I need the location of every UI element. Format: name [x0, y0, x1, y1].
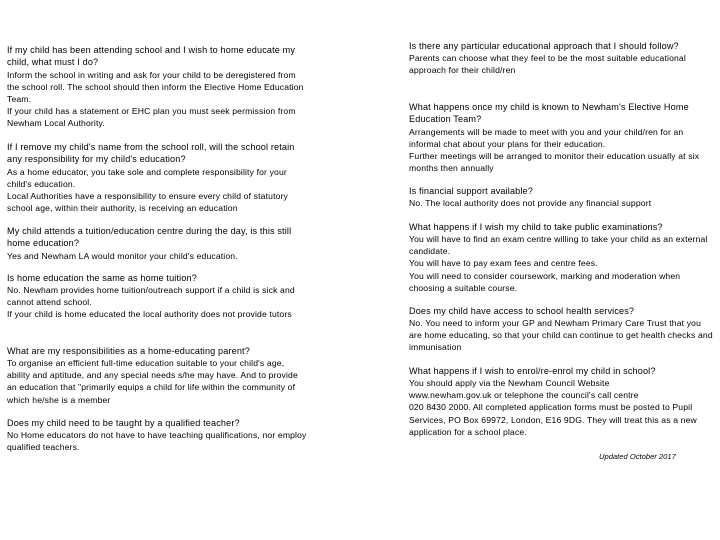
- faq-question: My child attends a tuition/education centre during the day, is this still home education?: [7, 226, 292, 249]
- faq-question: If I remove my child's name from the school roll, will the school retain any responsibility for my child's education?: [7, 142, 295, 165]
- faq-answer: If your child is home educated the local authority does not provide tutors: [7, 309, 292, 320]
- faq-item: [7, 272, 307, 321]
- faq-question: If my child has been attending school and I wish to home educate my child, what must I do?: [7, 45, 296, 68]
- faq-question: Is financial support available?: [409, 186, 533, 196]
- faq-item: [7, 345, 307, 406]
- faq-answer: To organise an efficient full-time education suitable to your child's age, ability and aptitude, and any special needs s/he may have. And to provide an education that "primarily equips a child for life within the community of which he/she is a member: [7, 358, 298, 405]
- faq-answer: Further meetings will be arranged to monitor their education usually at six months then annually: [409, 150, 700, 173]
- faq-answer: You will have to pay exam fees and centre fees.: [409, 258, 598, 269]
- faq-answer: Local Authorities have a responsibility to ensure every child of statutory school age, within their authority, is receiving an education: [7, 190, 288, 213]
- faq-item: [7, 417, 307, 453]
- updated-date: Updated October 2017: [599, 452, 676, 461]
- faq-item: [409, 221, 715, 294]
- faq-question: Does my child need to be taught by a qualified teacher?: [7, 418, 240, 428]
- faq-question: Is home education the same as home tuition?: [7, 273, 197, 283]
- faq-question: Does my child have access to school health services?: [409, 306, 635, 316]
- faq-answer: You should apply via the Newham Council Website: [409, 378, 610, 389]
- faq-item: [409, 365, 715, 438]
- faq-answer: No. The local authority does not provide any financial support: [409, 198, 652, 209]
- faq-question: What happens if I wish to enrol/re-enrol my child in school?: [409, 366, 656, 376]
- faq-answer: You will need to consider coursework, marking and moderation when choosing a suitable course.: [409, 270, 681, 293]
- faq-answer: Yes and Newham LA would monitor your child's education.: [7, 250, 238, 261]
- faq-answer: Inform the school in writing and ask for your child to be deregistered from the school roll. The school should then inform the Elective Home Education Team.: [7, 69, 304, 104]
- faq-answer: Arrangements will be made to meet with you and your child/ren for an informal chat about your plans for their education.: [409, 126, 684, 149]
- faq-question: What are my responsibilities as a home-educating parent?: [7, 346, 250, 356]
- faq-question: Is there any particular educational approach that I should follow?: [409, 41, 679, 51]
- faq-answer: If your child has a statement or EHC plan you must seek permission from Newham Local Authority.: [7, 105, 296, 128]
- faq-question: What happens once my child is known to Newham's Elective Home Education Team?: [409, 102, 689, 125]
- faq-question: What happens if I wish my child to take public examinations?: [409, 222, 663, 232]
- faq-item: [409, 305, 715, 354]
- faq-answer: No. Newham provides home tuition/outreach support if a child is sick and cannot attend school.: [7, 285, 295, 308]
- faq-answer: No. You need to inform your GP and Newham Primary Care Trust that you are home educating, so that your child can continue to get health checks and immunisation: [409, 318, 713, 353]
- faq-item: [7, 225, 307, 262]
- faq-answer: No Home educators do not have to have teaching qualifications, nor employ qualified teachers.: [7, 430, 307, 453]
- faq-item: [7, 141, 307, 214]
- faq-item: [409, 101, 715, 174]
- faq-item: [409, 185, 715, 209]
- faq-answer: www.newham.gov.uk or telephone the council's call centre: [409, 390, 639, 401]
- faq-answer: You will have to find an exam centre willing to take your child as an external candidate.: [409, 234, 708, 257]
- faq-answer: 020 8430 2000. All completed application forms must be posted to Pupil Services, PO Box 69972, London, E16 9DG. They will treat this as a new application for a school place.: [409, 402, 697, 437]
- faq-item: [7, 44, 307, 129]
- faq-item: [409, 40, 715, 76]
- faq-answer: As a home educator, you take sole and complete responsibility for your child's education.: [7, 166, 287, 189]
- faq-answer: Parents can choose what they feel to be the most suitable educational approach for their child/ren: [409, 53, 686, 76]
